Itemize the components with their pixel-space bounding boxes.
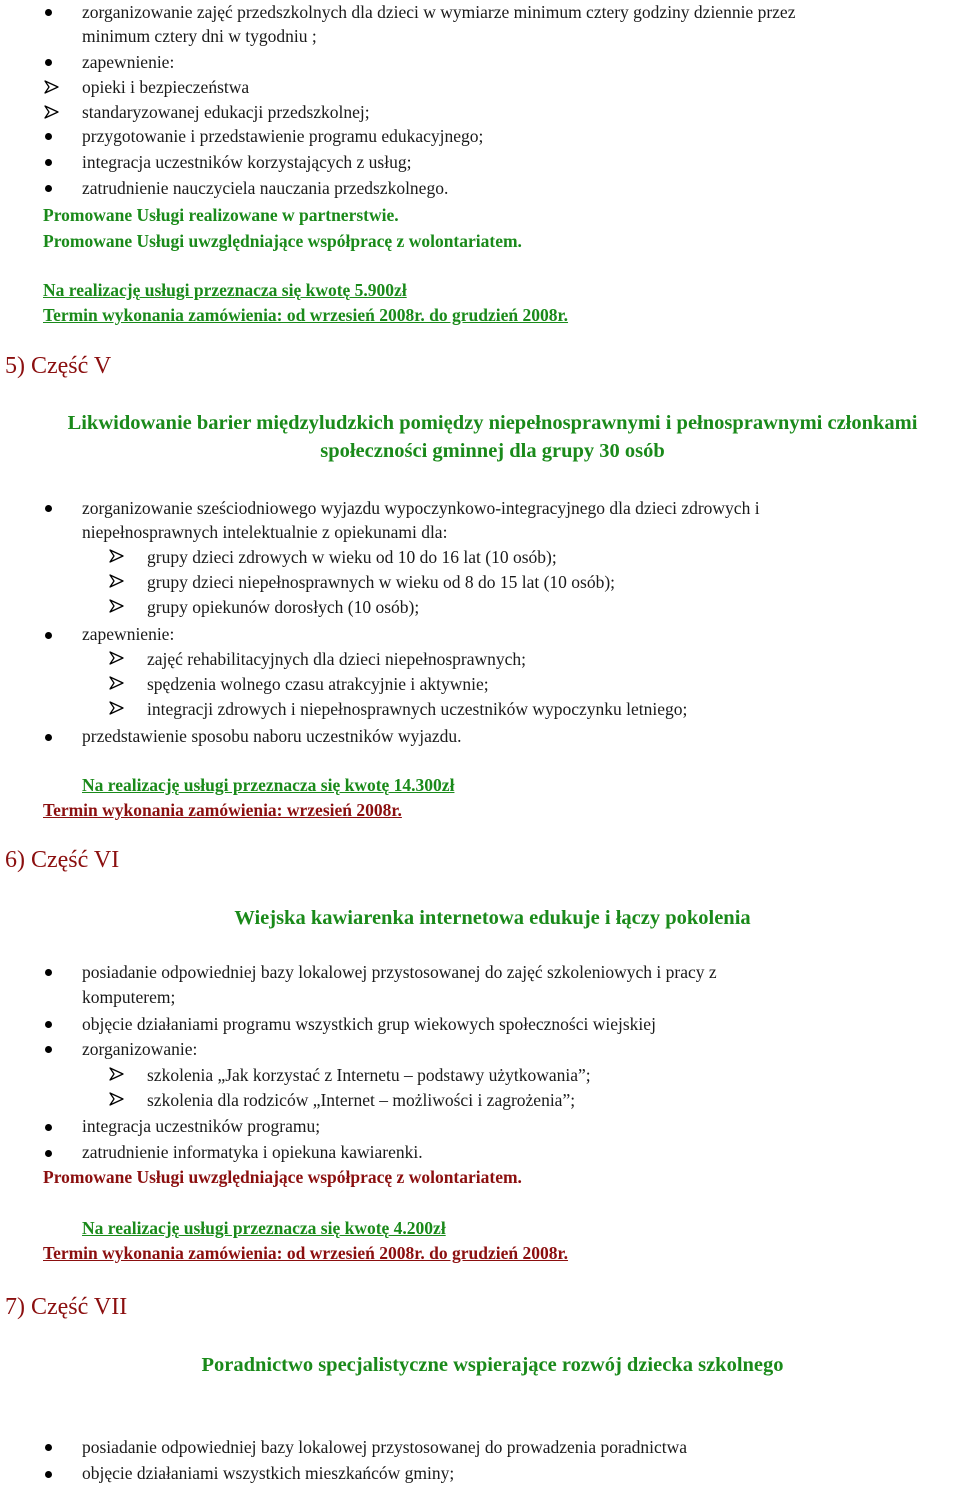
list-item: zapewnienie: — [82, 52, 175, 72]
bullet-icon — [45, 1124, 52, 1131]
list-item: zatrudnienie informatyka i opiekuna kawiarenki. — [82, 1142, 423, 1162]
section-title: Likwidowanie barier międzyludzkich pomiędzy niepełnosprawnymi i pełnosprawnymi członkami społeczności gminnej dla grupy 30 osób — [67, 412, 918, 462]
list-item-continuation: minimum cztery dni w tygodniu ; — [82, 26, 317, 46]
list-item: zorganizowanie sześciodniowego wyjazdu wypoczynkowo-integracyjnego dla dzieci zdrowych i — [82, 498, 760, 518]
section-title: Poradnictwo specjalistyczne wspierające rozwój dziecka szkolnego — [201, 1354, 784, 1376]
list-item-continuation: niepełnosprawnych intelektualnie z opiekunami dla: — [82, 522, 448, 542]
section-heading: 7) Część VII — [5, 1294, 128, 1320]
list-subitem: opieki i bezpieczeństwa — [82, 77, 250, 97]
bullet-icon — [45, 159, 52, 166]
list-item: zapewnienie: — [82, 624, 175, 644]
list-item: objęcie działaniami wszystkich mieszkańców gminy; — [82, 1463, 455, 1483]
list-item: przygotowanie i przedstawienie programu edukacyjnego; — [82, 126, 484, 146]
list-item: zatrudnienie nauczyciela nauczania przedszkolnego. — [82, 178, 449, 198]
arrow-bullet-icon — [108, 675, 126, 691]
list-subitem: grupy opiekunów dorosłych (10 osób); — [147, 597, 420, 617]
section-heading: 6) Część VI — [5, 847, 120, 873]
list-subitem: grupy dzieci zdrowych w wieku od 10 do 16 lat (10 osób); — [147, 547, 557, 567]
execution-term: Termin wykonania zamówienia: od wrzesień 2008r. do grudzień 2008r. — [43, 305, 569, 325]
bullet-icon — [45, 734, 52, 741]
arrow-bullet-icon — [108, 1066, 126, 1082]
bullet-icon — [45, 59, 52, 66]
list-subitem: szkolenia dla rodziców „Internet – możliwości i zagrożenia”; — [147, 1090, 576, 1110]
budget-amount: Na realizację usługi przeznacza się kwotę 5.900zł — [43, 280, 407, 300]
list-item: integracja uczestników programu; — [82, 1116, 321, 1136]
arrow-bullet-icon — [43, 79, 61, 95]
bullet-icon — [45, 9, 52, 16]
budget-amount: Na realizację usługi przeznacza się kwotę 14.300zł — [82, 775, 455, 795]
section-title: Wiejska kawiarenka internetowa edukuje i łączy pokolenia — [234, 907, 751, 929]
bullet-icon — [45, 505, 52, 512]
bullet-icon — [45, 969, 52, 976]
list-subitem: spędzenia wolnego czasu atrakcyjnie i aktywnie; — [147, 674, 489, 694]
list-item: przedstawienie sposobu naboru uczestników wyjazdu. — [82, 726, 462, 746]
list-item: objęcie działaniami programu wszystkich grup wiekowych społeczności wiejskiej — [82, 1014, 656, 1034]
bullet-icon — [45, 1150, 52, 1157]
promo-partnership: Promowane Usługi realizowane w partnerstwie. — [43, 205, 399, 225]
bullet-icon — [45, 632, 52, 639]
arrow-bullet-icon — [43, 104, 61, 120]
arrow-bullet-icon — [108, 573, 126, 589]
list-subitem: zajęć rehabilitacyjnych dla dzieci niepełnosprawnych; — [147, 649, 526, 669]
bullet-icon — [45, 1021, 52, 1028]
list-subitem: szkolenia „Jak korzystać z Internetu – podstawy użytkowania”; — [147, 1065, 591, 1085]
arrow-bullet-icon — [108, 548, 126, 564]
execution-term: Termin wykonania zamówienia: od wrzesień 2008r. do grudzień 2008r. — [43, 1243, 569, 1263]
list-item: integracja uczestników korzystających z usług; — [82, 152, 412, 172]
bullet-icon — [45, 1471, 52, 1478]
arrow-bullet-icon — [108, 700, 126, 716]
list-item: zorganizowanie zajęć przedszkolnych dla dzieci w wymiarze minimum cztery godziny dziennie przez — [82, 2, 796, 22]
budget-amount: Na realizację usługi przeznacza się kwotę 4.200zł — [82, 1218, 446, 1238]
list-subitem: standaryzowanej edukacji przedszkolnej; — [82, 102, 370, 122]
arrow-bullet-icon — [108, 598, 126, 614]
promo-volunteering: Promowane Usługi uwzględniające współpracę z wolontariatem. — [43, 231, 522, 251]
promo-volunteering: Promowane Usługi uwzględniające współpracę z wolontariatem. — [43, 1167, 522, 1187]
list-item: zorganizowanie: — [82, 1039, 198, 1059]
list-subitem: grupy dzieci niepełnosprawnych w wieku od 8 do 15 lat (10 osób); — [147, 572, 616, 592]
bullet-icon — [45, 185, 52, 192]
list-item-continuation: komputerem; — [82, 987, 176, 1007]
list-item: posiadanie odpowiedniej bazy lokalowej przystosowanej do prowadzenia poradnictwa — [82, 1437, 688, 1457]
bullet-icon — [45, 1046, 52, 1053]
bullet-icon — [45, 1444, 52, 1451]
execution-term: Termin wykonania zamówienia: wrzesień 2008r. — [43, 800, 402, 820]
bullet-icon — [45, 133, 52, 140]
list-subitem: integracji zdrowych i niepełnosprawnych uczestników wypoczynku letniego; — [147, 699, 688, 719]
list-item: posiadanie odpowiedniej bazy lokalowej przystosowanej do zajęć szkoleniowych i pracy z — [82, 962, 717, 982]
arrow-bullet-icon — [108, 1091, 126, 1107]
section-heading: 5) Część V — [5, 353, 112, 379]
arrow-bullet-icon — [108, 650, 126, 666]
